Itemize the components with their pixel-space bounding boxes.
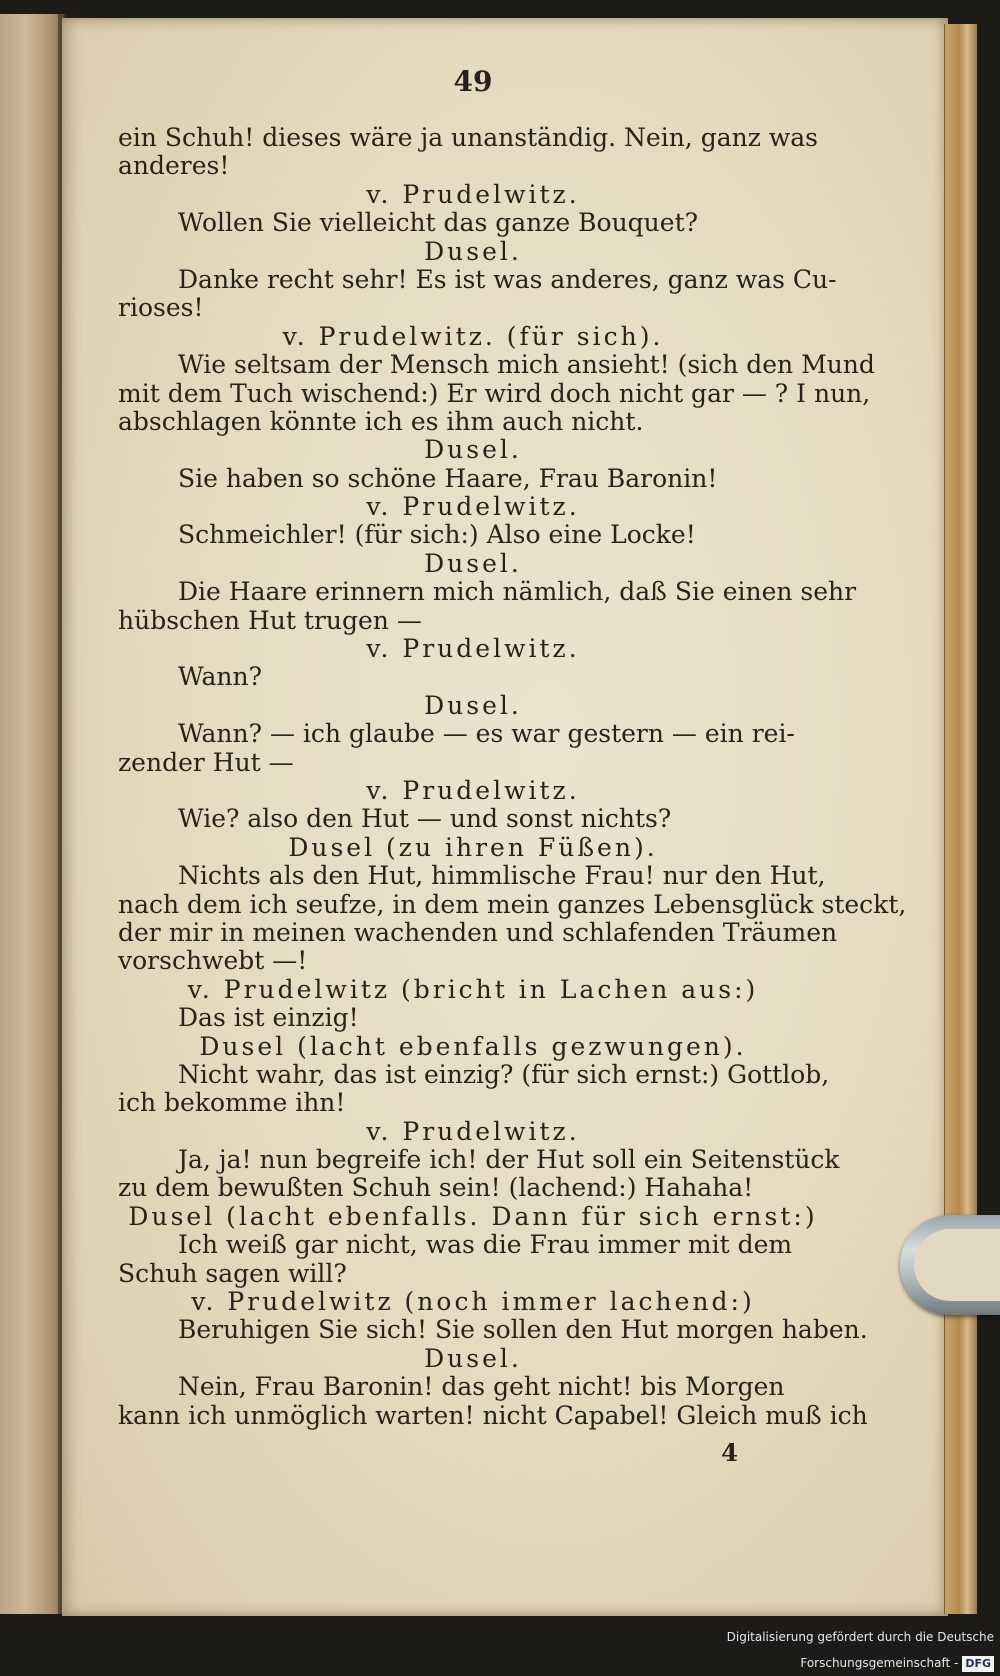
speaker-line: v. Prudelwitz. <box>366 775 580 805</box>
text-line: der mir in meinen wachenden und schlafenden Träumen <box>118 917 838 947</box>
speaker-line: v. Prudelwitz. (für sich). <box>282 321 664 351</box>
speaker-line: v. Prudelwitz. <box>366 1116 580 1146</box>
text-line: Nichts als den Hut, himmlische Frau! nur den Hut, <box>178 861 826 891</box>
signature-mark: 4 <box>721 1437 738 1467</box>
speaker-line: v. Prudelwitz. <box>366 492 580 522</box>
text-line: ein Schuh! dieses wäre ja unanständig. Nein, ganz was <box>118 123 818 152</box>
speaker-line: v. Prudelwitz. <box>366 179 580 209</box>
text-line: Wie seltsam der Mensch mich ansieht! (sich den Mund <box>178 350 875 380</box>
text-line: Schmeichler! (für sich:) Also eine Locke! <box>178 520 696 550</box>
text-line: Nicht wahr, das ist einzig? (für sich ernst:) Gottlob, <box>178 1059 830 1089</box>
text-line: Das ist einzig! <box>178 1003 359 1033</box>
speaker-line: Dusel (lacht ebenfalls gezwungen). <box>199 1031 747 1061</box>
text-line: Ja, ja! nun begreife ich! der Hut soll ein Seitenstück <box>178 1145 840 1175</box>
text-line: Danke recht sehr! Es ist was anderes, ganz was Cu- <box>178 264 837 294</box>
text-line: mit dem Tuch wischend:) Er wird doch nicht gar — ? I nun, <box>118 378 871 408</box>
text-line: Wann? — ich glaube — es war gestern — ein rei- <box>178 719 795 749</box>
speaker-line: Dusel. <box>424 435 522 465</box>
speaker-line: v. Prudelwitz (noch immer lachend:) <box>191 1287 755 1317</box>
left-page-edge <box>0 14 66 1614</box>
speaker-line: Dusel (lacht ebenfalls. Dann für sich ernst:) <box>128 1201 818 1231</box>
text-line: Schuh sagen will? <box>118 1258 347 1288</box>
speaker-line: v. Prudelwitz. <box>366 634 580 664</box>
text-line: rioses! <box>118 293 204 323</box>
text-line: kann ich unmöglich warten! nicht Capabel! Gleich muß ich <box>118 1400 868 1430</box>
text-line: zu dem bewußten Schuh sein! (lachend:) Hahaha! <box>118 1173 754 1203</box>
text-line: vorschwebt —! <box>118 946 308 976</box>
text-line: Sie haben so schöne Haare, Frau Baronin! <box>178 463 718 493</box>
text-line: Ich weiß gar nicht, was die Frau immer mit dem <box>178 1230 793 1260</box>
text-line: Die Haare erinnern mich nämlich, daß Sie einen sehr <box>178 577 857 607</box>
text-line: Wollen Sie vielleicht das ganze Bouquet? <box>178 208 699 238</box>
text-line: Beruhigen Sie sich! Sie sollen den Hut morgen haben. <box>178 1315 868 1345</box>
page-clip <box>900 1215 1000 1315</box>
speaker-line: Dusel. <box>424 690 522 720</box>
page-number: 49 <box>453 65 493 98</box>
page-block-edge <box>944 24 977 1614</box>
footer-text: Digitalisierung gefördert durch die Deutsche Forschungsgemeinschaft - <box>726 1630 994 1670</box>
speaker-line: Dusel. <box>424 548 522 578</box>
text-line: ich bekomme ihn! <box>118 1088 346 1118</box>
text-line: Nein, Frau Baronin! das geht nicht! bis Morgen <box>178 1372 785 1402</box>
dfg-logo: DFG <box>962 1656 994 1672</box>
speaker-line: Dusel (zu ihren Füßen). <box>288 832 658 862</box>
text-line: Wann? <box>178 662 263 692</box>
text-line: nach dem ich seufze, in dem mein ganzes Lebensglück steckt, <box>118 889 907 919</box>
speaker-line: Dusel. <box>424 236 522 266</box>
page-text <box>118 60 907 1467</box>
text-line: Wie? also den Hut — und sonst nichts? <box>178 804 672 834</box>
speaker-line: Dusel. <box>424 1343 522 1373</box>
digitization-credit <box>594 1624 994 1670</box>
speaker-line: v. Prudelwitz (bricht in Lachen aus:) <box>187 974 759 1004</box>
text-line: hübschen Hut trugen — <box>118 605 422 635</box>
text-line: anderes! <box>118 151 230 181</box>
text-line: abschlagen könnte ich es ihm auch nicht. <box>118 406 644 436</box>
text-line: zender Hut — <box>118 747 294 777</box>
